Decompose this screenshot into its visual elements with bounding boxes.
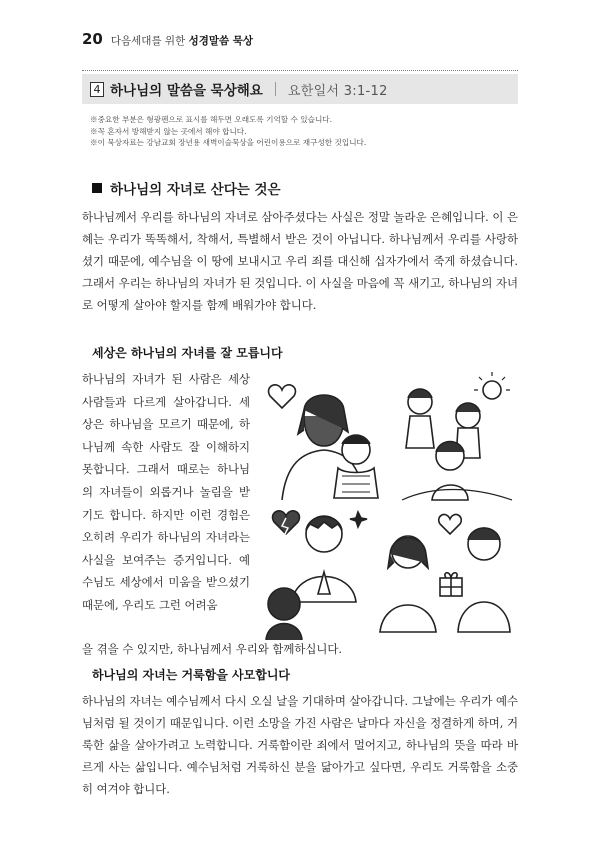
page-number: 20: [82, 30, 103, 48]
book-title: 다음세대를 위한 성경말씀 묵상: [110, 35, 254, 47]
title-separator: [275, 82, 276, 96]
notes-list: [90, 114, 520, 149]
praying-boy-illustration: [266, 511, 367, 640]
square-bullet-icon: [92, 183, 102, 193]
subheading-holiness: 하나님의 자녀는 거룩함을 사모합니다: [92, 668, 291, 682]
running-header: [82, 30, 532, 52]
world-paragraph: 하나님의 자녀가 된 사람은 세상 사람들과 다르게 살아갑니다. 세상은 하나님을 모르기 때문에, 하나님께 속한 사람도 잘 이해하지 못합니다. 그래서 때로는 하나님의 자녀들이 외롭거나 놀림을 받기도 합니다. 하지만 이런 경험은 오히려 우리가 하나님의 자녀라는 사실을 보여주는 증거입니다. 예수님도 세상에서 미움을 받으셨기 때문에, 우리도 그런 어려움: [82, 372, 250, 612]
lesson-title-box: [82, 74, 518, 104]
note-item: ※이 묵상자료는 강남교회 장년용 새벽이슬묵상을 어린이용으로 재구성한 것입니다.: [90, 138, 367, 147]
jesus-hug-illustration: [269, 385, 378, 500]
world-paragraph-end: 을 겪을 수 있지만, 하나님께서 우리와 함께하십니다.: [82, 642, 343, 656]
section-heading: 하나님의 자녀로 산다는 것은: [92, 178, 522, 198]
teasing-kids-illustration: [402, 372, 512, 500]
subheading-world: 세상은 하나님의 자녀를 잘 모릅니다: [92, 346, 283, 360]
intro-paragraph: 하나님께서 우리를 하나님의 자녀로 삼아주셨다는 사실은 정말 놀라운 은혜입니다. 이 은혜는 우리가 똑똑해서, 착해서, 특별해서 받은 것이 아닙니다. 하나님께서 우리를 사랑하셨기 때문에, 예수님을 이 땅에 보내시고 우리 죄를 대신해 십자가에서 죽게 하셨습니다. 그래서 우리는 하나님의 자녀가 된 것입니다. 이 사실을 마음에 꼭 새기고, 하나님의 자녀로 어떻게 살아야 할지를 함께 배워가야 합니다.: [82, 210, 518, 312]
scripture-reference: 요한일서 3:1-12: [287, 83, 388, 99]
note-item: ※꼭 혼자서 방해받지 않는 곳에서 해야 합니다.: [90, 126, 247, 136]
dotted-rule: [82, 70, 518, 71]
lesson-number: 4: [90, 82, 104, 97]
lesson-title: 하나님의 말씀을 묵상해요: [110, 83, 263, 99]
note-item: ※중요한 부분은 형광펜으로 표시를 해두면 오래도록 기억할 수 있습니다.: [90, 115, 333, 124]
holiness-paragraph: 하나님의 자녀는 예수님께서 다시 오실 날을 기대하며 살아갑니다. 그날에는 우리가 예수님처럼 될 것이기 때문입니다. 이런 소망을 가진 사람은 날마다 자신을 정결하게 하며, 거룩한 삶을 살아가려고 노력합니다. 거룩함이란 죄에서 멀어지고, 하나님의 뜻을 따라 바르게 사는 삶입니다. 예수님처럼 거룩하신 분을 닮아가고 싶다면, 우리도 거룩함을 소중히 여겨야 합니다.: [82, 694, 518, 796]
gift-giving-illustration: [380, 515, 510, 632]
illustration-panels: [262, 372, 520, 640]
